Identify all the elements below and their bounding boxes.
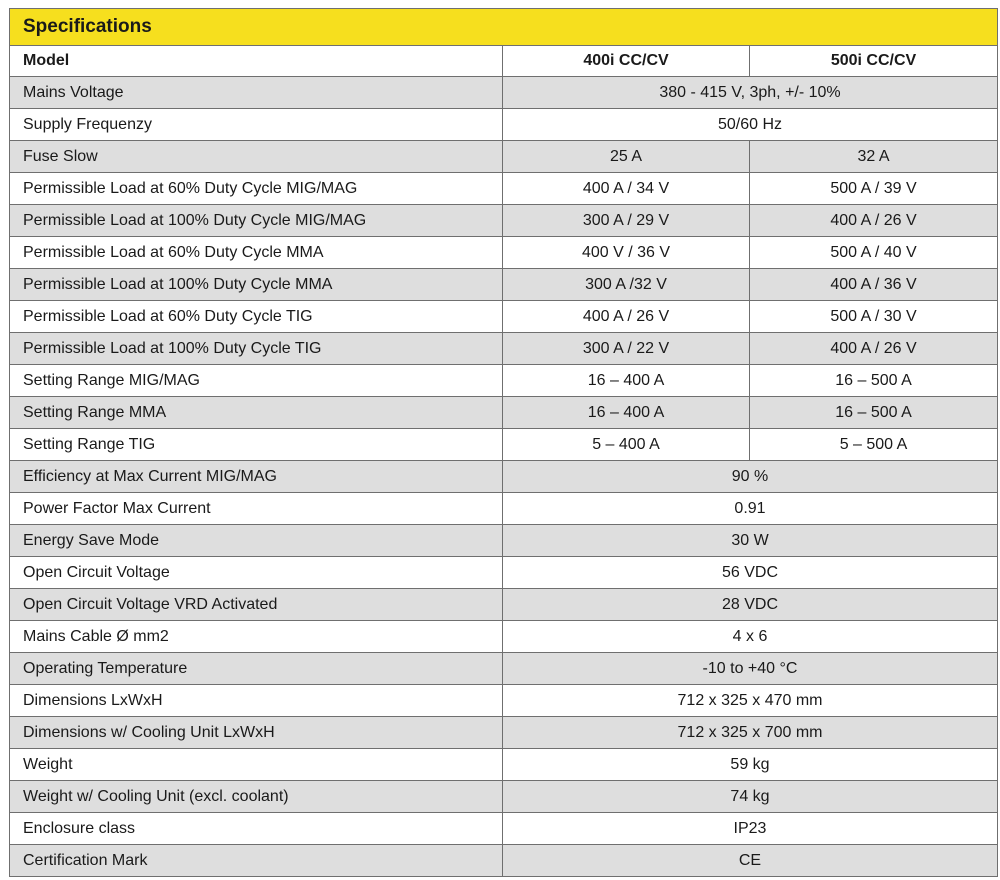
table-row: [10, 141, 998, 173]
row-value-shared: 56 VDC: [503, 557, 998, 589]
table-row: [10, 109, 998, 141]
row-value-shared: 4 x 6: [503, 621, 998, 653]
row-label: Setting Range MIG/MAG: [10, 365, 503, 397]
row-value-400i: 400 A / 26 V: [503, 301, 750, 333]
table-row: [10, 653, 998, 685]
row-value-400i: 16 – 400 A: [503, 397, 750, 429]
table-row: [10, 845, 998, 877]
row-label: Permissible Load at 100% Duty Cycle MMA: [10, 269, 503, 301]
row-value-400i: 400 A / 34 V: [503, 173, 750, 205]
row-label: Permissible Load at 60% Duty Cycle TIG: [10, 301, 503, 333]
row-label: Supply Frequenzy: [10, 109, 503, 141]
row-label: Dimensions LxWxH: [10, 685, 503, 717]
row-label: Certification Mark: [10, 845, 503, 877]
table-row: [10, 557, 998, 589]
specifications-table-container: [9, 8, 997, 877]
row-value-400i: 400 V / 36 V: [503, 237, 750, 269]
title-row: [10, 9, 998, 46]
row-label: Permissible Load at 60% Duty Cycle MMA: [10, 237, 503, 269]
row-label: Energy Save Mode: [10, 525, 503, 557]
row-value-shared: 28 VDC: [503, 589, 998, 621]
table-row: [10, 685, 998, 717]
table-row: [10, 429, 998, 461]
row-label: Permissible Load at 100% Duty Cycle MIG/MAG: [10, 205, 503, 237]
row-label: Fuse Slow: [10, 141, 503, 173]
row-value-500i: 500 A / 40 V: [750, 237, 998, 269]
row-value-shared: -10 to +40 °C: [503, 653, 998, 685]
row-value-shared: IP23: [503, 813, 998, 845]
row-value-shared: 30 W: [503, 525, 998, 557]
row-value-500i: 400 A / 26 V: [750, 333, 998, 365]
row-value-shared: 712 x 325 x 700 mm: [503, 717, 998, 749]
table-row: [10, 749, 998, 781]
header-model-500i: 500i CC/CV: [750, 46, 998, 77]
row-value-400i: 300 A /32 V: [503, 269, 750, 301]
table-row: [10, 589, 998, 621]
specifications-table: [9, 8, 998, 877]
row-value-shared: 380 - 415 V, 3ph, +/- 10%: [503, 77, 998, 109]
table-row: [10, 77, 998, 109]
row-label: Power Factor Max Current: [10, 493, 503, 525]
row-value-shared: 50/60 Hz: [503, 109, 998, 141]
table-row: [10, 173, 998, 205]
row-value-shared: CE: [503, 845, 998, 877]
header-row: [10, 46, 998, 77]
row-value-shared: 74 kg: [503, 781, 998, 813]
table-row: [10, 621, 998, 653]
table-row: [10, 493, 998, 525]
table-row: [10, 237, 998, 269]
row-value-500i: 16 – 500 A: [750, 397, 998, 429]
table-row: [10, 781, 998, 813]
table-row: [10, 717, 998, 749]
row-value-500i: 5 – 500 A: [750, 429, 998, 461]
row-label: Dimensions w/ Cooling Unit LxWxH: [10, 717, 503, 749]
row-value-500i: 400 A / 26 V: [750, 205, 998, 237]
row-value-400i: 5 – 400 A: [503, 429, 750, 461]
row-value-500i: 500 A / 30 V: [750, 301, 998, 333]
row-label: Permissible Load at 60% Duty Cycle MIG/MAG: [10, 173, 503, 205]
table-row: [10, 397, 998, 429]
row-value-shared: 712 x 325 x 470 mm: [503, 685, 998, 717]
row-value-400i: 300 A / 22 V: [503, 333, 750, 365]
row-label: Weight w/ Cooling Unit (excl. coolant): [10, 781, 503, 813]
row-label: Weight: [10, 749, 503, 781]
row-label: Permissible Load at 100% Duty Cycle TIG: [10, 333, 503, 365]
row-label: Setting Range TIG: [10, 429, 503, 461]
table-row: [10, 301, 998, 333]
row-label: Setting Range MMA: [10, 397, 503, 429]
table-row: [10, 269, 998, 301]
table-row: [10, 365, 998, 397]
row-value-500i: 16 – 500 A: [750, 365, 998, 397]
row-value-500i: 500 A / 39 V: [750, 173, 998, 205]
row-value-500i: 400 A / 36 V: [750, 269, 998, 301]
row-label: Open Circuit Voltage VRD Activated: [10, 589, 503, 621]
header-model-400i: 400i CC/CV: [503, 46, 750, 77]
row-label: Mains Cable Ø mm2: [10, 621, 503, 653]
row-value-400i: 300 A / 29 V: [503, 205, 750, 237]
table-row: [10, 525, 998, 557]
table-row: [10, 205, 998, 237]
row-value-shared: 90 %: [503, 461, 998, 493]
table-row: [10, 813, 998, 845]
table-title: Specifications: [10, 9, 998, 46]
row-label: Open Circuit Voltage: [10, 557, 503, 589]
row-value-500i: 32 A: [750, 141, 998, 173]
row-label: Efficiency at Max Current MIG/MAG: [10, 461, 503, 493]
row-label: Operating Temperature: [10, 653, 503, 685]
row-label: Enclosure class: [10, 813, 503, 845]
row-value-400i: 25 A: [503, 141, 750, 173]
row-value-shared: 0.91: [503, 493, 998, 525]
table-row: [10, 461, 998, 493]
row-label: Mains Voltage: [10, 77, 503, 109]
row-value-400i: 16 – 400 A: [503, 365, 750, 397]
row-value-shared: 59 kg: [503, 749, 998, 781]
header-label: Model: [10, 46, 503, 77]
table-row: [10, 333, 998, 365]
